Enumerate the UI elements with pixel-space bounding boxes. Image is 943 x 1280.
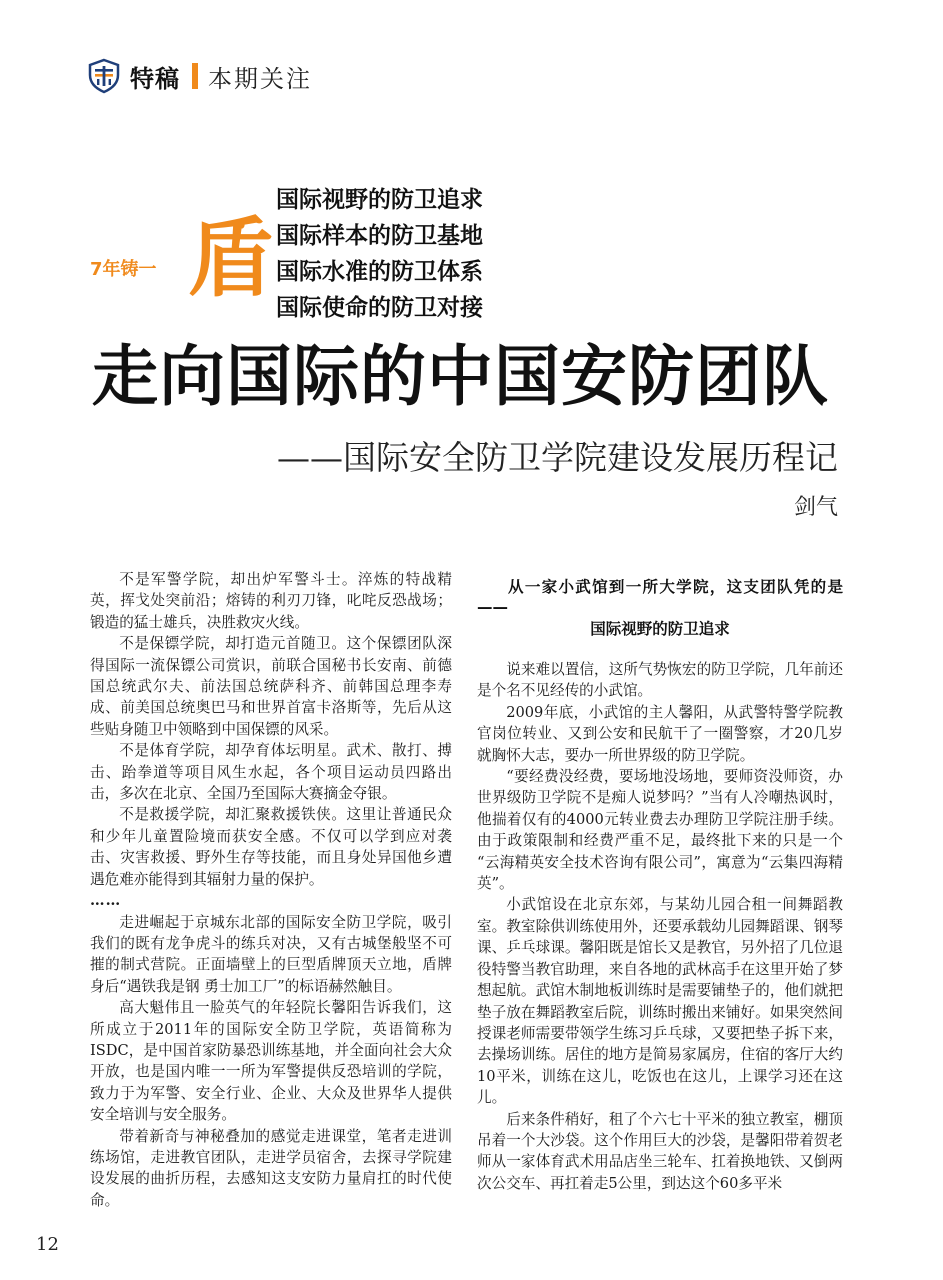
body-paragraph: 小武馆设在北京东郊，与某幼儿园合租一间舞蹈教室。教室除供训练使用外，还要承载幼儿园舞蹈课、钢琴课、乒乓球课。馨阳既是馆长又是教官，另外招了几位退役特警当教官助理，来自各地的武林高手在这里开始了梦想起航。武馆木制地板训练时是需要铺垫子的，他们就把垫子放在舞蹈教室后院，训练时搬出来铺好。如果突然间授课老师需要带领学生练习乒乓球，又要把垫子拆下来，去操场训练。居住的地方是简易家属房，住宿的客厅大约10平米，训练在这儿，吃饭也在这儿，上课学习还在这儿。 (477, 896, 843, 1107)
article-subtitle: ——国际安全防卫学院建设发展历程记 (277, 438, 838, 477)
body-paragraph: “要经费没经费，要场地没场地，要师资没师资，办世界级防卫学院不是痴人说梦吗？”当有人冷嘲热讽时，他揣着仅有的4000元转业费去办理防卫学院注册手续。由于政策限制和经费严重不足，最终批下来的只是一个 “云海精英安全技术咨询有限公司”，寓意为“云集四海精英”。 (477, 768, 843, 893)
body-paragraph: 不是军警学院，却出炉军警斗士。淬炼的特战精英，挥戈处突前沿；熔铸的利刃刀锋，叱咤反恐战场；锻造的猛士雄兵，决胜救灾火线。 (90, 571, 452, 631)
section-header (86, 56, 312, 96)
section-heading: 从一家小武馆到一所大学院，这支团队凭的是—— (477, 578, 843, 616)
ellipsis-paragraph: …… (90, 892, 122, 910)
title-shield-character: 盾 (188, 209, 274, 309)
column-topic: 本期关注 (208, 64, 312, 93)
slogan-list (276, 182, 483, 326)
body-paragraph: 2009年底，小武馆的主人馨阳，从武警特警学院教官岗位转业、又到公安和民航干了一圈警察，才20几岁就胸怀大志，要办一所世界级的防卫学院。 (477, 703, 843, 764)
slogan-line: 国际样本的防卫基地 (276, 223, 483, 249)
slogan-line: 国际使命的防卫对接 (276, 295, 483, 321)
left-column (90, 569, 452, 1211)
body-paragraph: 说来难以置信，这所气势恢宏的防卫学院，几年前还是个名不见经传的小武馆。 (477, 661, 843, 700)
orange-divider (192, 63, 198, 89)
slogan-line: 国际视野的防卫追求 (276, 187, 483, 213)
body-paragraph: 不是救援学院，却汇聚救援铁侠。这里让普通民众和少年儿童置险境而获安全感。不仅可以学到应对袭击、灾害救援、野外生存等技能，而且身处异国他乡遭遇危难亦能得到其辐射力量的保护。 (90, 806, 452, 888)
body-paragraph: 带着新奇与神秘叠加的感觉走进课堂，笔者走进训练场馆，走进教官团队，走进学员宿舍，去探寻学院建设发展的曲折历程，去感知这支安防力量肩扛的时代使命。 (90, 1127, 452, 1209)
body-paragraph: 走进崛起于京城东北部的国际安全防卫学院，吸引我们的既有龙争虎斗的练兵对决，又有古城堡般坚不可摧的制式营院。正面墙壁上的巨型盾牌顶天立地，盾牌身后“遇铁我是钢 勇士加工厂”的标语赫然触目。 (90, 913, 452, 995)
article-title: 走向国际的中国安防团队 (92, 338, 829, 415)
body-paragraph: 后来条件稍好，租了个六七十平米的独立教室，棚顶吊着一个大沙袋。这个作用巨大的沙袋，是馨阳带着贺老师从一家体育武术用品店坐三轮车、扛着换地铁、又倒两次公交车、再扛着走5公里，到达这个60多平米 (477, 1110, 843, 1192)
page-number: 12 (36, 1234, 59, 1255)
column-tag: 特稿 (130, 64, 180, 93)
slogan-line: 国际水准的防卫体系 (276, 259, 483, 285)
section-heading-title: 国际视野的防卫追求 (590, 620, 730, 638)
body-paragraph: 高大魁伟且一脸英气的年轻院长馨阳告诉我们，这所成立于2011年的国际安全防卫学院，英语简称为ISDC，是中国首家防暴恐训练基地，并全面向社会大众开放，也是国内唯一一所为军警提供反恐培训的学院，致力于为军警、安全行业、企业、大众及世界华人提供安全培训与安全服务。 (90, 999, 452, 1124)
body-paragraph: 不是体育学院，却孕育体坛明星。武术、散打、搏击、跆拳道等项目风生水起，各个项目运动员四路出击，多次在北京、全国乃至国际大赛摘金夺银。 (90, 742, 452, 803)
shield-logo-icon (86, 58, 122, 94)
right-column (477, 577, 843, 1194)
body-paragraph: 不是保镖学院，却打造元首随卫。这个保镖团队深得国际一流保镖公司赏识，前联合国秘书长安南、前德国总统武尔夫、前法国总统萨科齐、前韩国总理李寿成、前美国总统奥巴马和世界首富卡洛斯等，先后从这些贴身随卫中领略到中国保镖的风采。 (90, 635, 452, 738)
title-prefix: 7年铸一 (90, 259, 157, 280)
article-author: 剑气 (793, 495, 838, 520)
